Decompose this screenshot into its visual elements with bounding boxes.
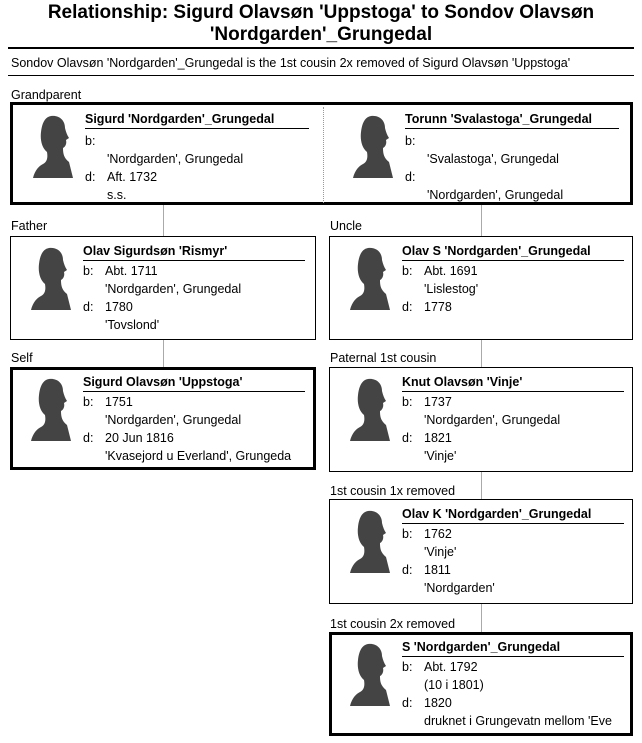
connector-cousin1x-cousin2x (481, 604, 482, 632)
death-place: 'Nordgarden' (424, 581, 495, 595)
label-grandparent: Grandparent (11, 88, 82, 102)
grandparent-box[interactable] (10, 102, 633, 205)
label-father: Father (11, 219, 48, 233)
relationship-summary: Sondov Olavsøn 'Nordgarden'_Grungedal is the 1st cousin 2x removed of Sigurd Olavsøn 'Uppstoga' (11, 56, 571, 70)
label-cousin1: Paternal 1st cousin (330, 351, 437, 365)
label-cousin2x: 1st cousin 2x removed (330, 617, 456, 631)
birth-place: 'Nordgarden', Grungedal (105, 413, 242, 427)
person-silhouette-icon (31, 246, 71, 310)
person-box-uncle[interactable] (329, 236, 633, 340)
death-place: druknet i Grungevatn mellom 'Eve (424, 714, 612, 728)
person-box-father[interactable] (10, 236, 316, 340)
person-silhouette-icon (353, 114, 393, 178)
connector-father-self (163, 340, 164, 367)
death-place: 'Nordgarden', Grungedal (427, 188, 564, 202)
person-name[interactable]: Sigurd Olavsøn 'Uppstoga' (83, 375, 305, 392)
person-box-cousin1x[interactable] (329, 499, 633, 604)
person-box-cousin2x[interactable] (329, 632, 633, 736)
birth-place: 'Vinje' (424, 545, 457, 559)
connector-grandparent-father (163, 205, 164, 236)
birth-row: b: Abt. 1691 (402, 264, 478, 278)
person-silhouette-icon (350, 642, 390, 706)
person-box-self[interactable] (10, 367, 316, 470)
page-title (0, 2, 642, 46)
death-row: d: 1820 (402, 696, 452, 710)
couple-divider (323, 107, 324, 203)
title-line-2: 'Nordgarden'_Grungedal (209, 24, 433, 45)
birth-row: b: 1751 (83, 395, 133, 409)
person-name[interactable]: Knut Olavsøn 'Vinje' (402, 375, 624, 392)
title-divider (8, 47, 634, 49)
person-name[interactable]: Olav S 'Nordgarden'_Grungedal (402, 244, 624, 261)
birth-place: 'Nordgarden', Grungedal (107, 152, 244, 166)
death-place: 'Tovslond' (105, 318, 160, 332)
person-name[interactable]: S 'Nordgarden'_Grungedal (402, 640, 624, 657)
birth-row: b: 1762 (402, 527, 452, 541)
title-line-1: Relationship: Sigurd Olavsøn 'Uppstoga' to Sondov Olavsøn (47, 2, 595, 23)
birth-place: 'Svalastoga', Grungedal (427, 152, 559, 166)
birth-row: b: (85, 134, 96, 148)
summary-divider (8, 75, 634, 76)
birth-row: b: Abt. 1792 (402, 660, 478, 674)
birth-row: b: Abt. 1711 (83, 264, 158, 278)
birth-place: (10 i 1801) (424, 678, 484, 692)
person-silhouette-icon (350, 246, 390, 310)
birth-row: b: (405, 134, 416, 148)
death-place: s.s. (107, 188, 127, 202)
connector-uncle-cousin1 (481, 340, 482, 367)
person-silhouette-icon (350, 509, 390, 573)
birth-place: 'Nordgarden', Grungedal (424, 413, 561, 427)
connector-grandparent-uncle (481, 205, 482, 236)
person-name[interactable]: Torunn 'Svalastoga'_Grungedal (405, 112, 619, 129)
person-silhouette-icon (31, 377, 71, 441)
person-box-cousin1[interactable] (329, 367, 633, 472)
death-row: d: (405, 170, 416, 184)
person-silhouette-icon (33, 114, 73, 178)
label-self: Self (11, 351, 33, 365)
label-cousin1x: 1st cousin 1x removed (330, 484, 456, 498)
birth-place: 'Nordgarden', Grungedal (105, 282, 242, 296)
person-silhouette-icon (350, 377, 390, 441)
death-row: d: 1780 (83, 300, 133, 314)
death-row: d: Aft. 1732 (85, 170, 158, 184)
death-row: d: 1811 (402, 563, 451, 577)
death-row: d: 1778 (402, 300, 452, 314)
label-uncle: Uncle (330, 219, 362, 233)
person-gp2[interactable] (333, 105, 641, 202)
person-name[interactable]: Olav K 'Nordgarden'_Grungedal (402, 507, 624, 524)
birth-place: 'Lislestog' (424, 282, 479, 296)
death-row: d: 1821 (402, 431, 452, 445)
person-name[interactable]: Olav Sigurdsøn 'Rismyr' (83, 244, 305, 261)
person-gp1[interactable] (13, 105, 321, 202)
birth-row: b: 1737 (402, 395, 452, 409)
person-name[interactable]: Sigurd 'Nordgarden'_Grungedal (85, 112, 309, 129)
death-place: 'Kvasejord u Everland', Grungeda (105, 449, 292, 463)
death-row: d: 20 Jun 1816 (83, 431, 174, 445)
death-place: 'Vinje' (424, 449, 457, 463)
connector-cousin1-cousin1x (481, 472, 482, 499)
